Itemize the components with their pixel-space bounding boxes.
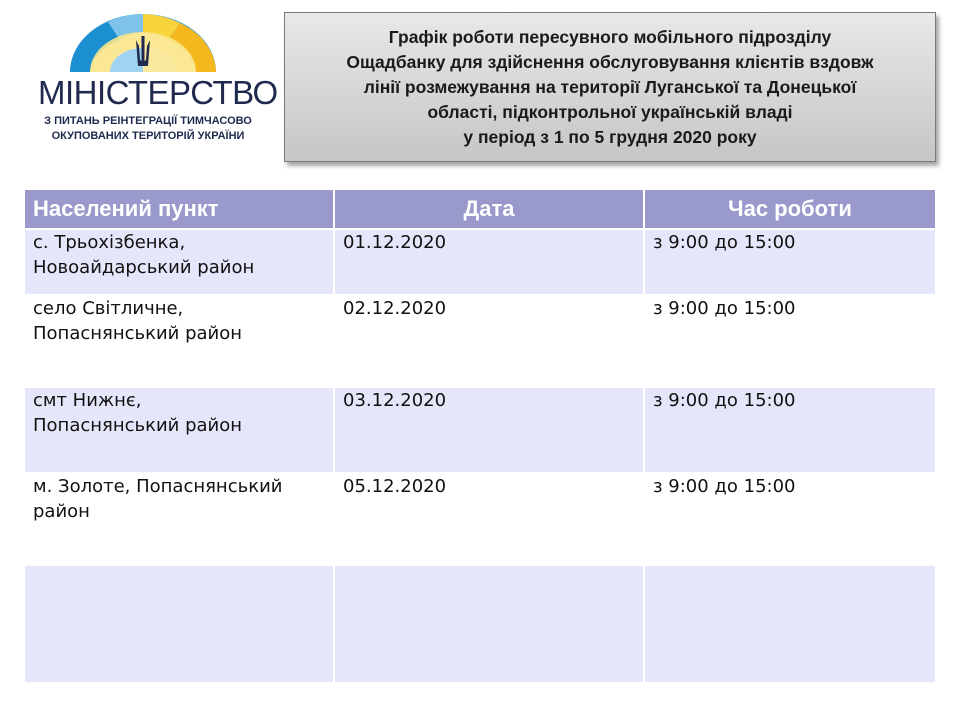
settlement-district: район [33, 501, 90, 522]
title-line-3: лінії розмежування на території Луганської та Донецької [363, 76, 857, 97]
empty-cell [644, 565, 936, 683]
hours-cell: з 9:00 до 15:00 [644, 387, 936, 473]
settlement-cell [24, 229, 334, 295]
settlement-district: Попаснянський район [33, 415, 243, 436]
logo-arc-emblem [68, 12, 218, 74]
logo-subtitle-line2: ОКУПОВАНИХ ТЕРИТОРІЙ УКРАЇНИ [51, 130, 245, 142]
table-row [24, 387, 936, 473]
table-header-row [24, 189, 936, 229]
hours-cell: з 9:00 до 15:00 [644, 229, 936, 295]
settlement-cell [24, 387, 334, 473]
table-row [24, 473, 936, 565]
date-cell: 05.12.2020 [334, 473, 644, 565]
settlement-name: село Світличне, [33, 298, 184, 319]
date-cell: 01.12.2020 [334, 229, 644, 295]
title-line-4: області, підконтрольної українській владі [427, 101, 793, 122]
title-line-5: у період з 1 по 5 грудня 2020 року [463, 126, 757, 147]
date-cell: 03.12.2020 [334, 387, 644, 473]
table-row [24, 295, 936, 387]
empty-cell [24, 565, 334, 683]
settlement-cell [24, 473, 334, 565]
empty-cell [334, 565, 644, 683]
header-date: Дата [334, 189, 644, 229]
settlement-name: смт Нижнє, [33, 390, 142, 411]
schedule-title-box [284, 12, 936, 162]
table-row-empty [24, 565, 936, 683]
hours-cell: з 9:00 до 15:00 [644, 473, 936, 565]
ministry-logo [30, 12, 278, 142]
title-line-1: Графік роботи пересувного мобільного підрозділу [388, 26, 832, 47]
settlement-name: с. Трьохізбенка, [33, 232, 186, 253]
settlement-cell [24, 295, 334, 387]
table-row [24, 229, 936, 295]
schedule-table [23, 188, 937, 684]
header-settlement: Населений пункт [24, 189, 334, 229]
logo-title: МІНІСТЕРСТВО [38, 74, 278, 111]
settlement-district: Новоайдарський район [33, 257, 255, 278]
title-line-2: Ощадбанку для здійснення обслуговування клієнтів вздовж [346, 51, 874, 72]
header-hours: Час роботи [644, 189, 936, 229]
date-cell: 02.12.2020 [334, 295, 644, 387]
hours-cell: з 9:00 до 15:00 [644, 295, 936, 387]
logo-subtitle-line1: З ПИТАНЬ РЕІНТЕГРАЦІЇ ТИМЧАСОВО [44, 115, 252, 127]
settlement-name: м. Золоте, Попаснянський [33, 476, 283, 497]
settlement-district: Попаснянський район [33, 323, 243, 344]
